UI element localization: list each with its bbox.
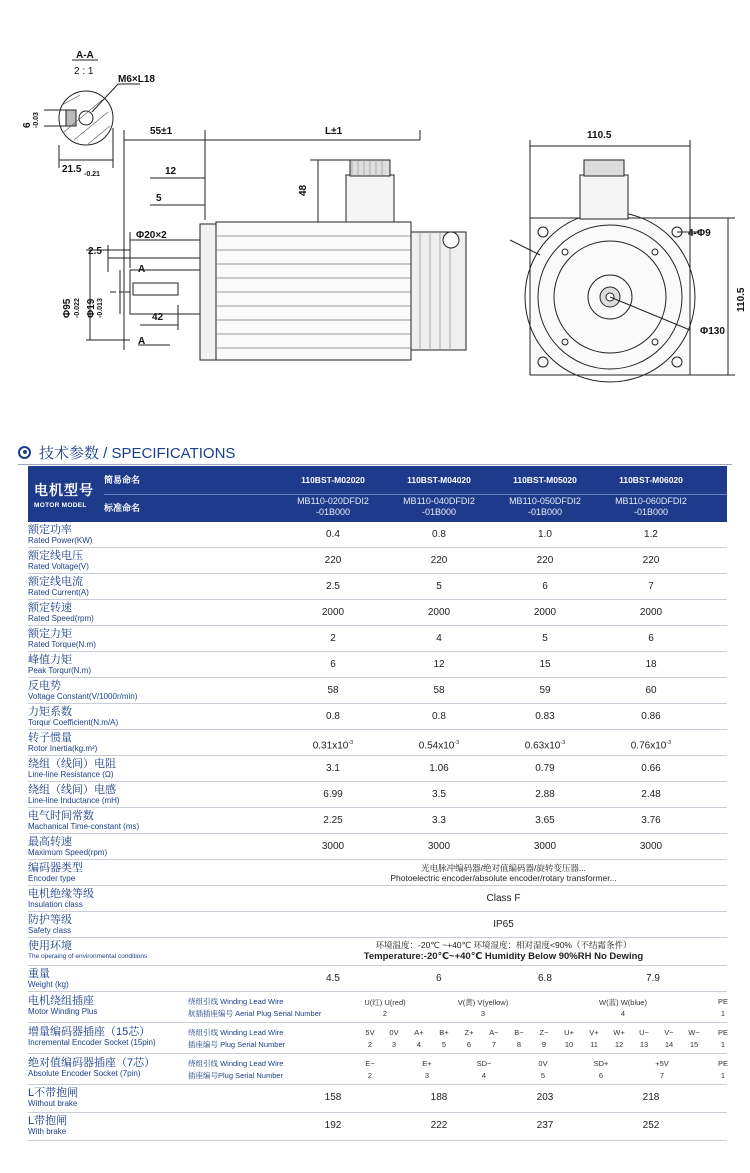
pin-wire: PE [717,1059,729,1068]
pin-wire: W(蓝) W(blue) [599,998,647,1007]
dim-55: 55±1 [150,126,173,137]
row-label-zh: 额定力矩 [28,628,72,640]
pin-number: 15 [689,1040,699,1049]
motor-model-cell [28,466,104,522]
inertia-exp: -3 [454,740,460,746]
pin-wire: SD+ [593,1059,609,1068]
cell: 60 [645,685,657,696]
motor-dimension-drawing [0,0,750,420]
row-label-zh: 编码器类型 [28,862,83,874]
cell: 2000 [533,607,557,618]
row-label-en: Absolute Encoder Socket (7pin) [28,1069,141,1078]
table-row [28,678,727,704]
cell: 6 [648,633,654,644]
model-std-1: MB110-060DFDI2 [615,496,687,506]
pin-wire: E− [365,1059,375,1068]
row-label-zh: 额定转速 [28,602,72,614]
pin-number: 4 [620,1009,626,1018]
section-mark-a: A [138,264,146,275]
inertia-exp: -3 [348,740,354,746]
model-std-1: MB110-040DFDI2 [403,496,475,506]
model-std-2: -01B000 [633,507,669,517]
table-row [28,574,727,600]
cell: 0.83 [535,711,555,722]
cell: 220 [324,555,342,566]
cell: 3.5 [432,789,446,800]
model-std-2: -01B000 [315,507,351,517]
dim-19: Φ19 [86,298,97,318]
cell: 1.2 [644,529,658,540]
row-label-zh: 反电势 [28,680,61,692]
row-label-zh: 额定线电流 [28,576,83,588]
plug-wire-label: 绕组引线 Winding Lead Wire [188,997,284,1006]
cell: 58 [433,685,445,696]
model-code: 110BST-M02020 [301,475,365,485]
pin-number: 7 [659,1071,665,1080]
cell: 6 [330,659,336,670]
shaft-flat-dim: 21.5 [62,164,82,175]
dim-5: 5 [156,193,162,204]
section-scale: 2 : 1 [74,66,94,77]
pin-wire: E+ [422,1059,432,1068]
table-row [28,600,727,626]
inertia-value: 0.54x10 [418,740,455,752]
row-label-en: Line-line Inductance (mH) [28,796,120,805]
table-row-insulation [28,886,727,912]
cell: 0.8 [326,711,340,722]
cell: 0.8 [432,711,446,722]
spec-section-title [18,440,235,464]
inertia-exp: -3 [560,740,566,746]
row-label-en: Incremental Encoder Socket (15pin) [28,1038,156,1047]
motor-model-zh: 电机型号 [34,482,94,498]
table-row-inertia [28,730,727,756]
row-label-zh: 绝对值编码器插座（7芯） [28,1057,156,1069]
model-std-2: -01B000 [527,507,563,517]
dim-length: L±1 [325,126,343,137]
cell: 7.9 [646,973,660,984]
cell: 2.88 [535,789,555,800]
cell: 5 [436,581,442,592]
pin-wire: B+ [439,1028,449,1037]
plug-number-label: 航插插座编号 Aerial Plug Serial Number [188,1009,322,1018]
spec-title-text: 技术参数 / SPECIFICATIONS [39,444,236,462]
row-label-zh: 最高转速 [28,836,72,848]
cell: 0.4 [326,529,340,540]
cell: 220 [642,555,660,566]
cell: 18 [645,659,657,670]
inertia-value: 0.76x10 [630,740,667,752]
row-label-zh: 重量 [28,968,50,980]
cell: 58 [327,685,339,696]
table-row-weight [28,966,727,992]
table-row-length-no-brake [28,1085,727,1113]
table-row-encoder [28,860,727,886]
cell: 237 [536,1120,554,1131]
encoder-en: Photoelectric encoder/absolute encoder/rotary transformer... [390,873,617,883]
encoder-cell [280,860,727,885]
pin-wire: U− [639,1028,649,1037]
cell: 0.86 [641,711,661,722]
pin-number: 3 [424,1071,430,1080]
row-label-en: Torqur Coefficient(N.m/A) [28,718,119,727]
holes-dim: 4-Φ9 [688,228,711,239]
section-mark-a-2: A [138,336,146,347]
cell: 203 [536,1092,554,1103]
cell: 3000 [639,841,663,852]
pin-number: 11 [590,1040,598,1049]
cell: 1.0 [538,529,552,540]
cell: 222 [430,1120,448,1131]
spec-table [28,466,727,1141]
cell: 192 [324,1120,342,1131]
protection-value: IP65 [493,919,514,930]
cell: 158 [324,1092,342,1103]
cell: 2000 [321,607,345,618]
table-row [28,808,727,834]
cell: 6.99 [323,789,343,800]
cell [598,730,704,755]
title-divider [18,464,732,465]
pin-number: 6 [598,1071,604,1080]
row-label-en: Rated Voltage(V) [28,562,89,571]
cell: 6.8 [538,973,552,984]
pin-wire: PE [717,997,729,1006]
cell: 3000 [427,841,451,852]
pin-number: 5 [441,1040,447,1049]
dim-42: 42 [152,312,164,323]
key-width-dim: 6 [22,122,33,128]
cell: 2 [330,633,336,644]
table-row [28,548,727,574]
pin-wire: 0V [389,1028,399,1037]
row-label-en: Without brake [28,1099,78,1108]
row-label-en: Motor Winding Plus [28,1007,98,1016]
pin-wire: B− [514,1028,524,1037]
plug-number-label: 插座编号 Plug Serial Number [188,1040,286,1049]
pin-wire: V− [664,1028,674,1037]
cell: 220 [536,555,554,566]
table-row-protection [28,912,727,938]
section-label: A-A [76,50,94,61]
pin-number: 1 [720,1040,726,1049]
dim-95: Φ95 [62,298,73,318]
cell: 2000 [427,607,451,618]
cell: 12 [433,659,445,670]
row-label-en: Rotor Inertia(kg.m²) [28,744,98,753]
cell [386,730,492,755]
pin-number: 3 [480,1009,486,1018]
table-row-length-brake [28,1113,727,1141]
environment-zh: 环境温度：-20℃ ~+40℃ 环境湿度：相对湿度<90%（不结霜条件） [375,940,632,950]
row-label-zh: L不带抱闸 [28,1087,79,1099]
plug-number-label: 插座编号Plug Serial Number [188,1071,284,1080]
pin-number: 2 [367,1040,373,1049]
dim-110-top: 110.5 [587,130,612,141]
pin-number: 4 [481,1071,487,1080]
cell: 3.3 [432,815,446,826]
table-row [28,782,727,808]
row-label-zh: 峰值力矩 [28,654,72,666]
shaft-flat-tol: -0.21 [84,171,100,178]
table-row [28,756,727,782]
cell: 6 [436,973,442,984]
table-row [28,522,727,548]
inertia-value: 0.31x10 [312,740,349,752]
dim-130: Φ130 [700,326,725,337]
cell: 188 [430,1092,448,1103]
cell: 0.79 [535,763,555,774]
dim-48: 48 [298,184,309,196]
plug-row-incremental [28,1023,727,1054]
model-code: 110BST-M06020 [619,475,683,485]
table-row-environment [28,938,727,966]
cell [492,730,598,755]
pin-number: 5 [540,1071,546,1080]
pin-number: 1 [720,1071,726,1080]
pin-wire: A+ [414,1028,424,1037]
pin-wire: V+ [589,1028,599,1037]
cell: 0.66 [641,763,661,774]
row-label-en: Voltage Constant(V/1000r/min) [28,692,138,701]
cell: 3000 [321,841,345,852]
plug-row-winding [28,992,727,1023]
cell: 2000 [639,607,663,618]
pin-number: 7 [491,1040,497,1049]
cell: 4.5 [326,973,340,984]
row-label-en: Safety class [28,926,72,935]
std-name-label: 标准命名 [104,503,141,513]
pin-wire: A− [489,1028,499,1037]
row-label-en: Rated Speed(rpm) [28,614,94,623]
cell: 218 [642,1092,660,1103]
weight-cells [188,966,727,991]
row-label-en: Maximum Speed(rpm) [28,848,108,857]
cell: 3.76 [641,815,661,826]
row-label-zh: 防护等级 [28,914,72,926]
dim-95-tol: -0.022 [74,298,81,318]
cell: 2.5 [326,581,340,592]
model-std-1: MB110-050DFDI2 [509,496,581,506]
dim-20x2: Φ20×2 [136,230,167,241]
cell: 2.48 [641,789,661,800]
pin-wire: 0V [538,1059,548,1068]
pin-number: 6 [466,1040,472,1049]
table-row [28,652,727,678]
key-width-tol: -0.03 [33,112,40,128]
cell: 5 [542,633,548,644]
model-std-1: MB110-020DFDI2 [297,496,369,506]
pin-wire: PE [717,1028,729,1037]
cell: 4 [436,633,442,644]
short-name-label: 简易命名 [104,475,141,485]
pin-wire: U(红) U(red) [364,998,406,1007]
pin-wire: W+ [613,1028,625,1037]
row-label-zh: 转子惯量 [28,732,72,744]
pin-wire: Z− [539,1028,549,1037]
pin-wire: SD− [476,1059,492,1068]
pin-number: 10 [564,1040,574,1049]
pin-wire: 5V [365,1028,375,1037]
row-label-en: The operaing of environmental conditions [28,953,148,960]
pin-wire: U+ [564,1028,574,1037]
plug-pins [338,992,727,1022]
row-label-en: Rated Torque(N.m) [28,640,96,649]
row-label-zh: 额定功率 [28,524,72,536]
cell: 7 [648,581,654,592]
model-code: 110BST-M05020 [513,475,577,485]
cell: 3.1 [326,763,340,774]
row-label-zh: 力矩系数 [28,706,72,718]
pin-wire: V(黄) V(yellow) [457,998,509,1007]
inertia-exp: -3 [666,740,672,746]
table-row [28,834,727,860]
header-divider [104,494,727,495]
cell [280,730,386,755]
row-label-en: With brake [28,1127,67,1136]
row-label-en: Rated Current(A) [28,588,89,597]
plug-pins [338,1054,727,1084]
plug-wire-label: 绕组引线 Winding Lead Wire [188,1028,284,1037]
row-label-en: Insulation class [28,900,83,909]
thread-dim: M6×L18 [118,74,155,85]
encoder-zh: 光电脉冲编码器/绝对值编码器/旋转变压器... [421,863,586,873]
row-label-zh: 电机绕组插座 [28,995,94,1007]
row-label-zh: L带抱闸 [28,1115,68,1127]
row-label-zh: 电机绝缘等级 [28,888,94,900]
cell: 2.25 [323,815,343,826]
cell: 15 [539,659,551,670]
pin-number: 1 [720,1009,726,1018]
environment-cell [280,938,727,965]
dim-110-side: 110.5 [736,287,747,312]
pin-wire: +5V [655,1059,669,1068]
pin-wire: Z+ [464,1028,474,1037]
cell: 0.8 [432,529,446,540]
target-icon [18,446,31,459]
plug-wire-label: 绕组引线 Winding Lead Wire [188,1059,284,1068]
model-std-2: -01B000 [421,507,457,517]
pin-number: 4 [416,1040,422,1049]
inertia-value: 0.63x10 [524,740,561,752]
row-label-zh: 绕组（线间）电阻 [28,758,116,770]
pin-number: 13 [639,1040,649,1049]
cell: 59 [539,685,551,696]
row-label-zh: 电气时间常数 [28,810,94,822]
row-label-zh: 增量编码器插座（15芯） [28,1026,151,1038]
cell: 3.65 [535,815,555,826]
spec-header [28,466,727,522]
dim-19-tol: -0.013 [97,298,104,318]
pin-number: 2 [367,1071,373,1080]
motor-model-en: MOTOR MODEL [34,502,87,509]
plug-pins [338,1023,727,1053]
pin-number: 3 [391,1040,397,1049]
row-label-en: Encoder type [28,874,76,883]
cell: 6 [542,581,548,592]
cell: 1.06 [429,763,449,774]
row-label-zh: 绕组（线间）电感 [28,784,116,796]
table-row [28,626,727,652]
pin-wire: W− [688,1028,700,1037]
cell: 252 [642,1120,660,1131]
row-label-zh: 额定线电压 [28,550,83,562]
dim-2-5: 2.5 [88,246,102,257]
cell: 3000 [533,841,557,852]
table-row [28,704,727,730]
pin-number: 2 [382,1009,388,1018]
model-code: 110BST-M04020 [407,475,471,485]
pin-number: 12 [614,1040,624,1049]
pin-number: 9 [541,1040,547,1049]
row-label-en: Machanical Time-constant (ms) [28,822,140,831]
pin-number: 8 [516,1040,522,1049]
pin-number: 14 [664,1040,674,1049]
row-label-en: Line-line Resistance (Ω) [28,770,114,779]
insulation-value: Class F [486,893,521,904]
cell: 220 [430,555,448,566]
environment-en: Temperature:-20℃~+40℃ Humidity Below 90%RH No Dewing [363,951,644,962]
row-label-zh: 使用环境 [28,940,72,952]
row-label-en: Weight (kg) [28,980,69,989]
row-label-en: Rated Power(KW) [28,536,93,545]
plug-row-absolute [28,1054,727,1085]
row-label-en: Peak Torqur(N.m) [28,666,91,675]
dim-12: 12 [165,166,177,177]
